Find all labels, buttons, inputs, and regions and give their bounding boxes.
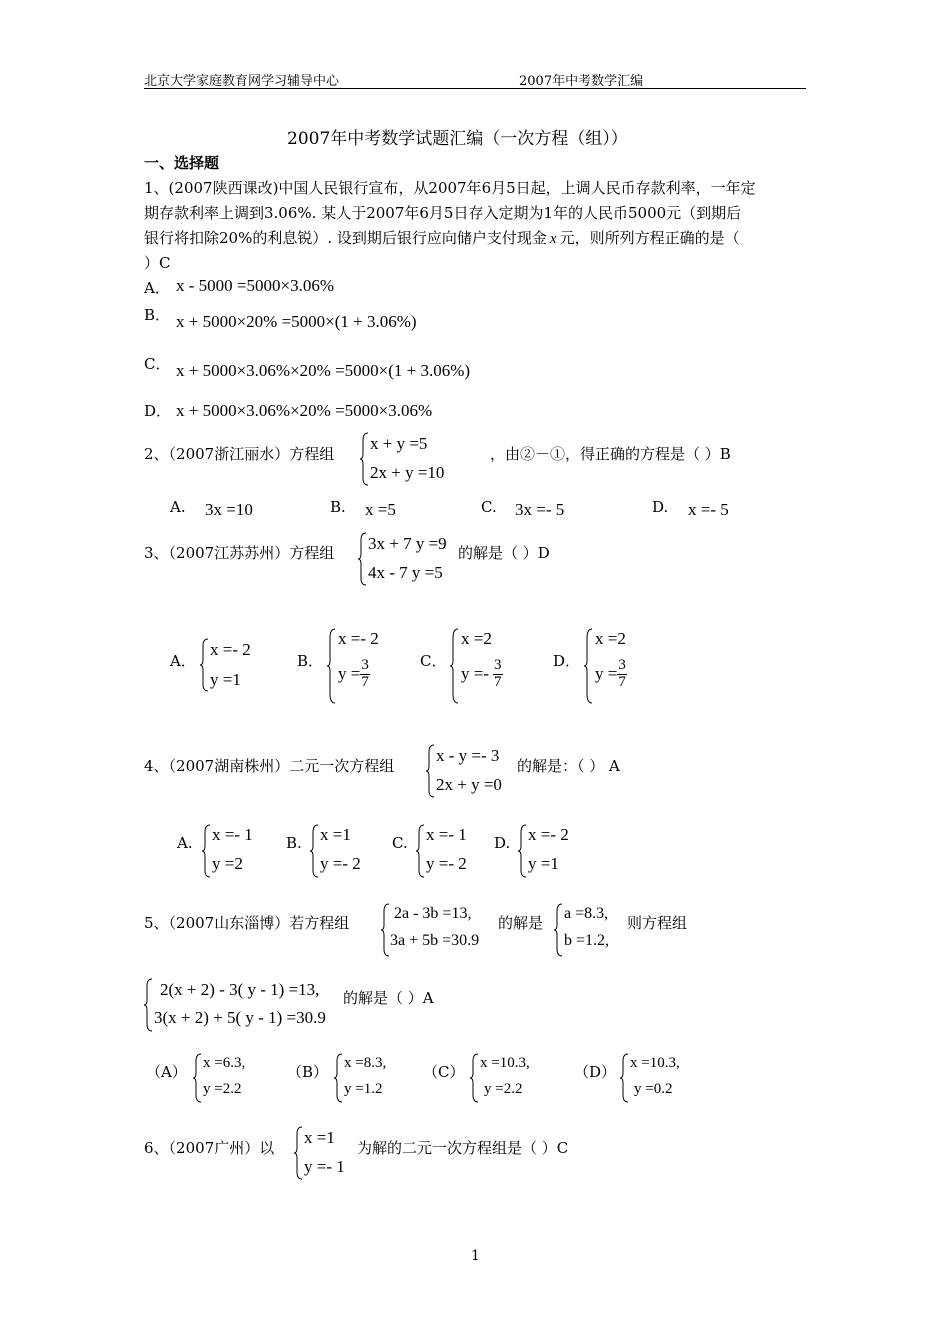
q2-option-a: 3x =10 <box>205 500 253 519</box>
q4-option-c-y: y =- 2 <box>426 854 467 873</box>
q1-line4: ）C <box>144 254 171 272</box>
q4-eq2: 2x + y =0 <box>436 775 502 794</box>
q3-option-c-y: y =- $\frac{3}{7}$ <box>461 657 502 690</box>
q6-eq2: y =- 1 <box>304 1157 345 1176</box>
q1-option-d-label: D． <box>144 402 172 420</box>
q2-option-d-label: D. <box>652 498 669 516</box>
q5-option-a-brace <box>193 1053 203 1103</box>
q1-option-a: x - 5000 =5000×3.06% <box>176 276 334 295</box>
q1-line2: 期存款利率上调到3.06%. 某人于2007年6月5日存入定期为1年的人民币5000元（到期后 <box>144 204 742 222</box>
q5-solution-brace <box>554 903 564 957</box>
q4-option-a-y: y =2 <box>212 854 243 873</box>
q5-option-c-x: x =10.3, <box>480 1055 530 1071</box>
q5-option-d-brace <box>620 1053 630 1103</box>
q3-option-b-brace <box>327 628 337 704</box>
q2-option-a-label: A. <box>170 498 186 516</box>
q2-brace <box>360 432 370 486</box>
q4-option-b-y: y =- 2 <box>320 854 361 873</box>
q3-suffix: 的解是（ ）D <box>458 544 550 562</box>
q5-suffix2: 的解是（ ）A <box>343 989 434 1007</box>
q4-option-d-brace <box>518 824 528 878</box>
q2-option-d: x =- 5 <box>688 500 729 519</box>
q1-line3: 银行将扣除20%的利息锐）. 设到期后银行应向储户支付现金 x 元，则所列方程正确的是（ <box>144 229 740 247</box>
q4-eq1: x - y =- 3 <box>436 746 500 765</box>
page-number: 1 <box>471 1248 480 1264</box>
q4-option-c-label: C. <box>392 834 408 852</box>
q4-option-d-label: D. <box>494 834 511 852</box>
q5-option-c-brace <box>470 1053 480 1103</box>
q5-eq1: 2a - 3b =13, <box>394 905 472 922</box>
q5-brace-2 <box>144 978 154 1032</box>
q3-option-c-x: x =2 <box>461 629 492 648</box>
q5-option-b-y: y =1.2 <box>344 1081 383 1097</box>
q3-option-a-label: A． <box>170 652 196 670</box>
q3-option-b-label: B． <box>297 652 324 670</box>
q5-option-d-y: y =0.2 <box>634 1081 673 1097</box>
q5-option-b-x: x =8.3, <box>344 1055 387 1071</box>
q5-option-d-label: （D） <box>574 1063 617 1081</box>
header-right: 2007年中考数学汇编 <box>519 74 644 89</box>
q4-suffix: 的解是：（ ） A <box>517 757 620 775</box>
q3-option-a-brace <box>200 638 210 692</box>
q5-option-a-label: （A） <box>146 1063 187 1081</box>
q5-sol1: a =8.3, <box>564 905 609 922</box>
q5-option-c-y: y =2.2 <box>484 1081 523 1097</box>
q4-option-a-brace <box>202 824 212 878</box>
q6-suffix: 为解的二元一次方程组是（ ）C <box>357 1139 569 1157</box>
q4-option-b-label: B. <box>286 834 302 852</box>
q5-option-b-label: （B） <box>287 1063 329 1081</box>
q3-option-a-y: y =1 <box>210 670 241 689</box>
header-left: 北京大学家庭教育网学习辅导中心 <box>144 74 340 89</box>
q3-option-c-label: C． <box>420 652 447 670</box>
q3-option-d-brace <box>584 628 594 704</box>
q6-brace <box>294 1126 304 1180</box>
q4-option-b-x: x =1 <box>320 825 351 844</box>
q3-brace <box>358 532 368 586</box>
q4-option-d-y: y =1 <box>528 854 559 873</box>
q2-eq1: x + y =5 <box>370 434 428 453</box>
q1-option-c-label: C． <box>144 355 171 373</box>
q6-prefix: 6、（2007广州）以 <box>144 1139 275 1157</box>
page-title: 2007年中考数学试题汇编（一次方程（组）） <box>287 129 628 149</box>
q5-eq3: 2(x + 2) - 3( y - 1) =13, <box>160 980 320 999</box>
q5-option-a-x: x =6.3, <box>203 1055 246 1071</box>
q5-eq2: 3a + 5b =30.9 <box>390 932 480 949</box>
q3-option-c-brace <box>450 628 460 704</box>
q5-eq4: 3(x + 2) + 5( y - 1) =30.9 <box>154 1008 326 1027</box>
q5-option-b-brace <box>334 1053 344 1103</box>
q4-option-b-brace <box>310 824 320 878</box>
q4-option-a-label: A. <box>177 834 193 852</box>
q1-option-d: x + 5000×3.06%×20% =5000×3.06% <box>176 401 433 420</box>
q3-option-d-label: D． <box>553 652 581 670</box>
q2-suffix: ，由②－①，得正确的方程是（ ）B <box>490 445 731 463</box>
q1-option-c: x + 5000×3.06%×20% =5000×(1 + 3.06%) <box>176 361 471 380</box>
q4-option-a-x: x =- 1 <box>212 825 253 844</box>
q5-prefix: 5、（2007山东淄博）若方程组 <box>144 914 350 932</box>
section-heading: 一、选择题 <box>144 154 220 172</box>
q4-prefix: 4、（2007湖南株州）二元一次方程组 <box>144 757 395 775</box>
q3-eq1: 3x + 7 y =9 <box>368 534 447 553</box>
q3-option-a-x: x =- 2 <box>210 640 251 659</box>
q5-option-a-y: y =2.2 <box>203 1081 242 1097</box>
q4-brace <box>426 744 436 798</box>
q1-option-b: x + 5000×20% =5000×(1 + 3.06%) <box>176 312 417 331</box>
q2-eq2: 2x + y =10 <box>370 463 445 482</box>
q5-option-c-label: （C） <box>423 1063 465 1081</box>
q3-option-b-x: x =- 2 <box>338 629 379 648</box>
q2-prefix: 2、（2007浙江丽水）方程组 <box>144 445 335 463</box>
q6-eq1: x =1 <box>304 1128 335 1147</box>
q2-option-c-label: C. <box>481 498 497 516</box>
q5-mid: 的解是 <box>498 914 544 932</box>
q2-option-c: 3x =- 5 <box>515 500 565 519</box>
q3-option-d-x: x =2 <box>595 629 626 648</box>
q2-option-b: x =5 <box>365 500 396 519</box>
q2-option-b-label: B. <box>330 498 346 516</box>
q3-prefix: 3、（2007江苏苏州）方程组 <box>144 544 335 562</box>
q5-suffix: 则方程组 <box>627 914 688 932</box>
header-rule <box>144 88 806 89</box>
q5-option-d-x: x =10.3, <box>630 1055 680 1071</box>
q4-option-d-x: x =- 2 <box>528 825 569 844</box>
q4-option-c-x: x =- 1 <box>426 825 467 844</box>
q5-sol2: b =1.2, <box>564 932 610 949</box>
q4-option-c-brace <box>416 824 426 878</box>
q3-option-b-y: y = $\frac{3}{7}$ <box>338 657 369 690</box>
q3-eq2: 4x - 7 y =5 <box>368 563 443 582</box>
q3-option-d-y: y = $\frac{3}{7}$ <box>595 657 626 690</box>
q1-option-a-label: A． <box>144 279 170 297</box>
q1-option-b-label: B． <box>144 306 171 324</box>
q1-line1: 1、(2007陕西课改)中国人民银行宣布，从2007年6月5日起，上调人民币存款利率，一年定 <box>144 179 756 197</box>
